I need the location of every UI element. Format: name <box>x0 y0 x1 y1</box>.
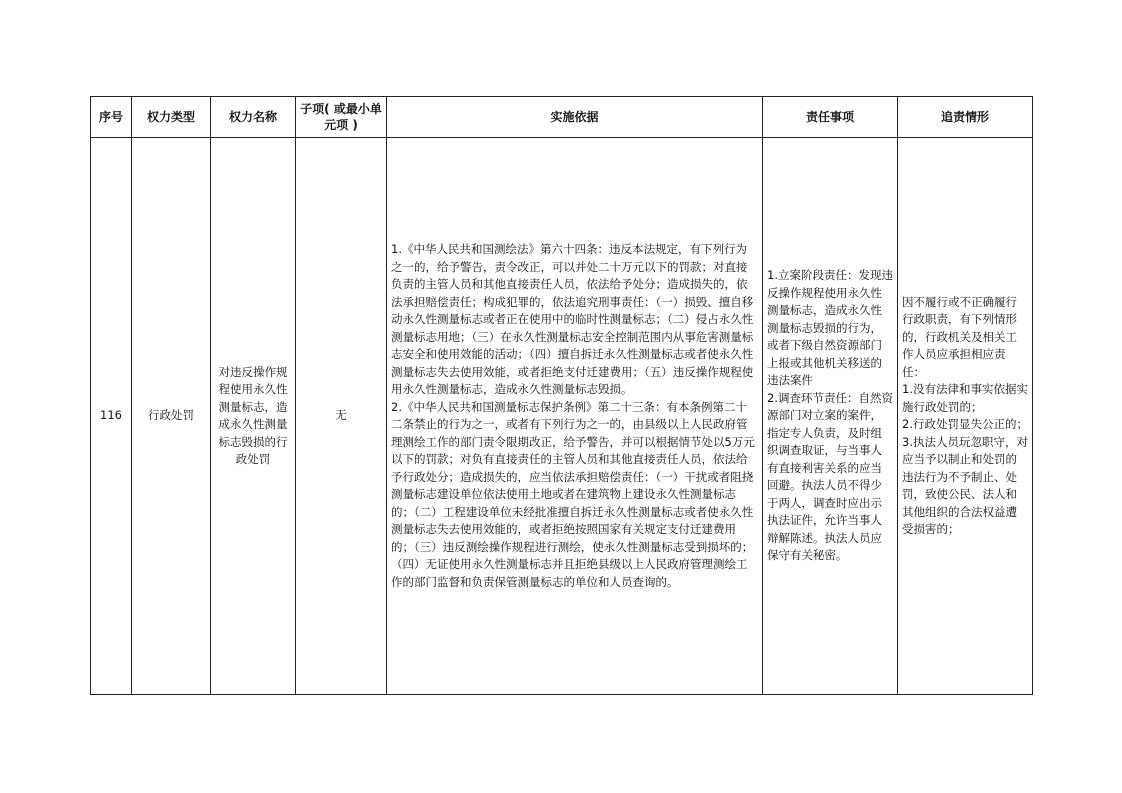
cell-responsibility <box>763 138 898 695</box>
cell-sub-item: 无 <box>296 138 387 695</box>
power-list-table <box>90 96 1033 695</box>
header-sub-item: 子项( 或最小单元项 ) <box>296 97 387 138</box>
header-power-name: 权力名称 <box>211 97 296 138</box>
accountability-item-1: 1.没有法律和事实依据实施行政处罚的； <box>902 382 1028 414</box>
responsibility-item-1: 1.立案阶段责任：发现违反操作规程使用永久性测量标志，造成永久性测量标志毁损的行为，或者下级自然资源部门上报或其他机关移送的违法案件 <box>767 268 893 388</box>
accountability-item-3: 3.执法人员玩忽职守，对应当予以制止和处罚的违法行为不予制止、处罚，致使公民、法人和其他组织的合法权益遭受损害的； <box>902 434 1028 536</box>
header-row <box>91 97 1033 138</box>
cell-serial: 116 <box>91 138 132 695</box>
accountability-item-2: 2.行政处罚显失公正的； <box>902 417 1028 431</box>
cell-accountability <box>898 138 1033 695</box>
accountability-intro: 因不履行或不正确履行行政职责，有下列情形的，行政机关及相关工作人员应承担相应责任： <box>902 294 1017 379</box>
basis-paragraph-1: 1.《中华人民共和国测绘法》第六十四条：违反本法规定，有下列行为之一的，给予警告，责令改正，可以并处二十万元以下的罚款；对直接负责的主管人员和其他直接责任人员，依法给予处分；造成损失的，依法承担赔偿责任；构成犯罪的，依法追究刑事责任：（一）损毁、擅自移动永久性测量标志或者正在使用中的临时性测量标志；（二）侵占永久性测量标志用地；（三）在永久性测量标志安全控制范围内从事危害测量标志安全和使用效能的活动；（四）擅自拆迁永久性测量标志或者使永久性测量标志失去使用效能，或者拒绝支付迁建费用；（五）违反操作规程使用永久性测量标志，造成永久性测量标志毁损。 <box>391 242 754 396</box>
header-power-type: 权力类型 <box>132 97 211 138</box>
header-accountability: 追责情形 <box>898 97 1033 138</box>
basis-paragraph-2: 2.《中华人民共和国测量标志保护条例》第二十三条：有本条例第二十二条禁止的行为之一，或者有下列行为之一的，由县级以上人民政府管理测绘工作的部门责令限期改正，给予警告，并可以根据情节处以5万元以下的罚款；对负有直接责任的主管人员和其他直接责任人员，依法给予行政处分；造成损失的，应当依法承担赔偿责任：（一）干扰或者阻挠测量标志建设单位依法使用土地或者在建筑物上建设永久性测量标志的；（二）工程建设单位未经批准擅自拆迁永久性测量标志或者使永久性测量标志失去使用效能的，或者拒绝按照国家有关规定支付迁建费用的；（三）违反测绘操作规程进行测绘，使永久性测量标志受到损坏的；（四）无证使用永久性测量标志并且拒绝县级以上人民政府管理测绘工作的部门监督和负责保管测量标志的单位和人员查询的。 <box>391 399 755 589</box>
header-basis: 实施依据 <box>387 97 763 138</box>
cell-power-type: 行政处罚 <box>132 138 211 695</box>
cell-power-name: 对违反操作规程使用永久性测量标志，造成永久性测量标志毁损的行政处罚 <box>211 138 296 695</box>
header-responsibility: 责任事项 <box>763 97 898 138</box>
table-row <box>91 138 1033 695</box>
cell-basis <box>387 138 763 695</box>
responsibility-item-2: 2.调查环节责任：自然资源部门对立案的案件，指定专人负责，及时组织调查取证，与当事人有直接利害关系的应当回避。执法人员不得少于两人，调查时应出示执法证件，允许当事人辩解陈述。执法人员应保守有关秘密。 <box>767 390 893 563</box>
header-serial: 序号 <box>91 97 132 138</box>
